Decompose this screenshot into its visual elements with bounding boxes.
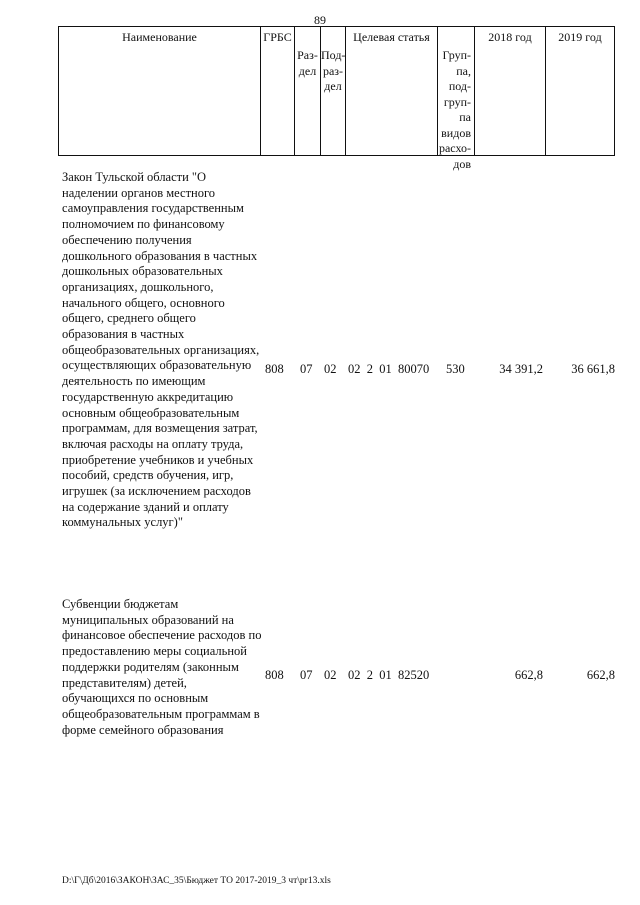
row-1-2019: 36 661,8 xyxy=(571,362,615,376)
header-2019 xyxy=(545,27,614,155)
header-grbs xyxy=(260,27,294,155)
row-1-podrazdel: 02 xyxy=(324,362,337,376)
header-razdel-label: Раз- дел xyxy=(297,48,318,78)
row-1-razdel: 07 xyxy=(300,362,313,376)
page-number: 89 xyxy=(314,13,326,27)
header-name-label: Наименование xyxy=(122,30,197,44)
header-grbs-label: ГРБС xyxy=(263,30,292,44)
header-podrazdel-label: Под- раз- дел xyxy=(321,48,346,93)
file-path-footer: D:\Г\Дб\2016\ЗАКОН\ЗАС_35\Бюджет ТО 2017-2019_3 чт\pr13.xls xyxy=(62,876,331,886)
header-target xyxy=(345,27,437,155)
table-header xyxy=(58,26,615,171)
row-2-2019: 662,8 xyxy=(586,668,615,682)
row-1-group: 530 xyxy=(446,362,465,376)
header-name xyxy=(59,27,260,155)
header-group xyxy=(437,27,474,171)
row-1-name: Закон Тульской области "О наделении органов местного самоуправления государственным полномочием по финансовому обеспечению получения дошкольного образования в частных дошкольных образовательных организациях, дошкольного, начального общего, основного общего, среднего общего образования в частных общеобразовательных организациях, осуществляющих образовательную деятельность по имеющим государственную аккредитацию основным общеобразовательным программам, для возмещения затрат, включая расходы на оплату труда, приобретение учебников и учебных пособий, средств обучения, игр, игрушек (за исключением расходов на содержание зданий и оплату коммунальных услуг)" xyxy=(62,170,260,530)
row-2-grbs: 808 xyxy=(265,668,284,682)
row-1-grbs: 808 xyxy=(265,362,284,376)
header-podrazdel xyxy=(320,27,345,155)
row-1-target: 02 2 01 80070 xyxy=(348,362,430,376)
header-target-label: Целевая статья xyxy=(353,30,430,44)
header-2019-label: 2019 год xyxy=(558,30,602,44)
row-2-2018: 662,8 xyxy=(514,668,543,682)
header-2018-label: 2018 год xyxy=(488,30,532,44)
header-razdel xyxy=(294,27,320,155)
row-2-name: Субвенции бюджетам муниципальных образований на финансовое обеспечение расходов по предоставлению меры социальной поддержки родителям (законным представителям) детей, обучающихся по основным общеобразовательным программам в форме семейного образования xyxy=(62,597,262,737)
header-group-label: Груп- па, под- груп- па видов расхо- дов xyxy=(438,48,471,171)
row-2-podrazdel: 02 xyxy=(324,668,337,682)
row-2-target: 02 2 01 82520 xyxy=(348,668,430,682)
header-2018 xyxy=(474,27,545,155)
row-1-2018: 34 391,2 xyxy=(499,362,543,376)
row-2-razdel: 07 xyxy=(300,668,313,682)
